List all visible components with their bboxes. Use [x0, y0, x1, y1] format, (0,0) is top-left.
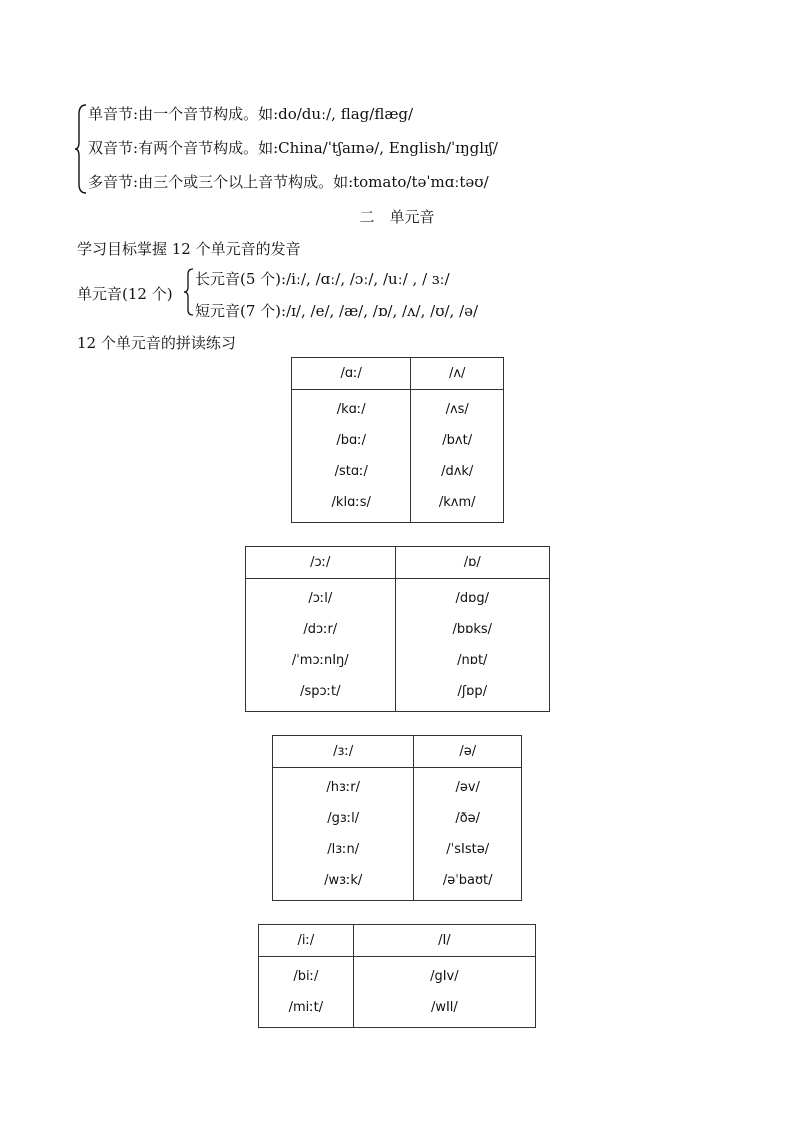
practice-table-2 [245, 546, 550, 712]
table-row [292, 390, 504, 426]
table-row [273, 768, 522, 804]
learning-goal: 学习目标掌握 12 个单元音的发音 [77, 240, 301, 258]
section-title [0, 206, 794, 227]
table-header-cell: /ɜː/ [273, 736, 414, 768]
disyllable-label: 双音节 [88, 139, 134, 157]
table-header-cell: /ə/ [414, 736, 522, 768]
table-header-row [292, 358, 504, 390]
table-row [246, 614, 550, 645]
table-cell: /miːt/ [259, 992, 354, 1028]
table-row [273, 834, 522, 865]
short-vowels: 短元音(7 个):/ɪ/, /e/, /æ/, /ɒ/, /ʌ/, /ʊ/, /ə/ [195, 302, 479, 320]
table-cell: /gɜːl/ [273, 803, 414, 834]
table-cell: /ˈmɔːnIŋ/ [246, 645, 396, 676]
table-cell: /kʌm/ [411, 487, 504, 523]
polysyllable-label: 多音节 [88, 173, 134, 191]
table-cell: /gIv/ [353, 957, 535, 993]
table-row [273, 803, 522, 834]
long-vowels: 长元音(5 个):/iː/, /ɑː/, /ɔː/, /uː/ , / ɜː/ [195, 270, 450, 288]
table-row [246, 645, 550, 676]
syllable-brace [74, 104, 88, 194]
table-row [292, 425, 504, 456]
practice-title: 12 个单元音的拼读练习 [77, 334, 236, 352]
section-title-text: 二 单元音 [359, 208, 435, 226]
table-header-row [246, 547, 550, 579]
table-cell: /klɑːs/ [292, 487, 411, 523]
table-header-cell: /ɔː/ [246, 547, 396, 579]
polysyllable-line [88, 172, 489, 192]
table-row [246, 676, 550, 712]
table-header-cell: /ʌ/ [411, 358, 504, 390]
table-cell: /bʌt/ [411, 425, 504, 456]
disyllable-text: :有两个音节构成。如:China/ˈtʃaɪnə/, English/ˈɪŋglɪʃ/ [133, 139, 498, 157]
practice-table-4 [258, 924, 536, 1028]
table-header-row [259, 925, 536, 957]
monosyllable-label: 单音节 [88, 105, 134, 123]
table-cell: /əˈbaʊt/ [414, 865, 522, 901]
table-cell: /wIl/ [353, 992, 535, 1028]
table-row [292, 487, 504, 523]
table-header-cell: /ɒ/ [395, 547, 549, 579]
disyllable-line [88, 138, 498, 158]
table-cell: /ʌs/ [411, 390, 504, 426]
table-row [246, 579, 550, 615]
table-cell: /bɒks/ [395, 614, 549, 645]
table-row [259, 992, 536, 1028]
table-header-row [273, 736, 522, 768]
vowel-label: 单元音(12 个) [77, 285, 173, 303]
table-cell: /wɜːk/ [273, 865, 414, 901]
table-cell: /bɑː/ [292, 425, 411, 456]
table-row [259, 957, 536, 993]
table-row [292, 456, 504, 487]
table-cell: /dɒg/ [395, 579, 549, 615]
table-cell: /əv/ [414, 768, 522, 804]
table-cell: /stɑː/ [292, 456, 411, 487]
table-cell: /ɔːl/ [246, 579, 396, 615]
table-cell: /spɔːt/ [246, 676, 396, 712]
vowel-brace [183, 268, 195, 316]
table-cell: /lɜːn/ [273, 834, 414, 865]
table-cell: /ˈsIstə/ [414, 834, 522, 865]
table-header-cell: /ɑː/ [292, 358, 411, 390]
table-header-cell: /I/ [353, 925, 535, 957]
table-header-cell: /iː/ [259, 925, 354, 957]
table-cell: /dʌk/ [411, 456, 504, 487]
practice-table-3 [272, 735, 522, 901]
table-cell: /ðə/ [414, 803, 522, 834]
table-cell: /kɑː/ [292, 390, 411, 426]
practice-table-1 [291, 357, 504, 523]
monosyllable-line [88, 104, 413, 124]
polysyllable-text: :由三个或三个以上音节构成。如:tomato/təˈmɑːtəʊ/ [133, 173, 489, 191]
table-cell: /nɒt/ [395, 645, 549, 676]
table-cell: /hɜːr/ [273, 768, 414, 804]
table-cell: /ʃɒp/ [395, 676, 549, 712]
table-cell: /dɔːr/ [246, 614, 396, 645]
table-cell: /biː/ [259, 957, 354, 993]
table-row [273, 865, 522, 901]
monosyllable-text: :由一个音节构成。如:do/duː/, flag/flæg/ [133, 105, 414, 123]
